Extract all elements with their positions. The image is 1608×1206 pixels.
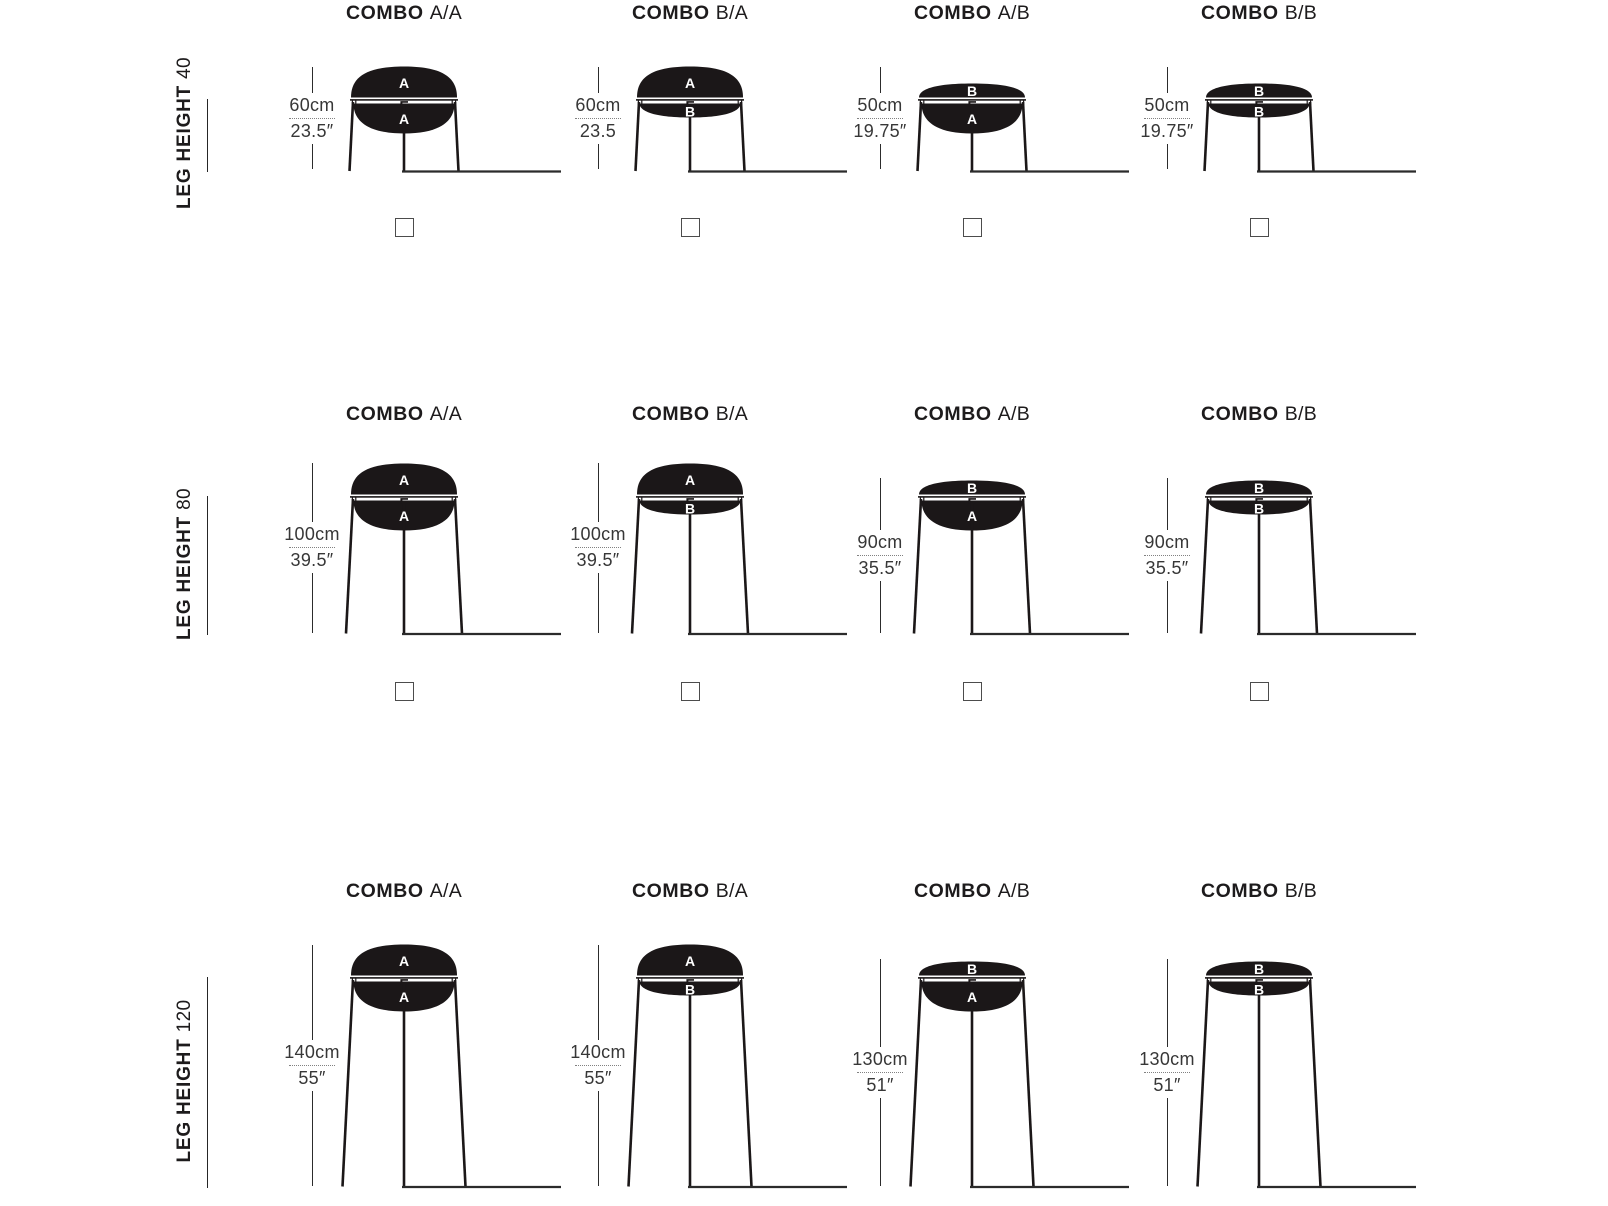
dimension-line-bottom <box>312 144 313 170</box>
combo-title <box>832 2 1112 24</box>
dimension-cm: 130cm <box>1139 1049 1195 1069</box>
combo-title <box>1119 403 1399 425</box>
leg-height-label-120 <box>174 999 196 1162</box>
dimension-separator <box>1144 555 1190 556</box>
leg-height-label-80 <box>174 488 196 640</box>
leg-clamp-tick <box>1210 979 1211 984</box>
dimension-separator <box>289 547 335 548</box>
combo-cell <box>264 878 544 1206</box>
right-leg <box>1023 102 1027 171</box>
dimension-cm: 140cm <box>284 1042 340 1062</box>
leg-clamp-tick <box>1307 497 1308 502</box>
stool-figure <box>620 457 860 637</box>
stool-figure <box>334 457 574 637</box>
combo-title-variant: B/B <box>1284 2 1318 24</box>
dimension-line-top <box>312 945 313 1040</box>
tray-line <box>636 977 744 979</box>
seat-bottom-label: B <box>1253 103 1265 120</box>
combo-title-bold: COMBO <box>1200 403 1279 425</box>
dimension-line-bottom <box>1167 1098 1168 1186</box>
dimension-cm: 100cm <box>284 524 340 545</box>
right-leg <box>1310 102 1314 171</box>
combo-title <box>264 2 544 24</box>
dimension-line-bottom <box>880 1098 881 1186</box>
combo-title-variant: B/B <box>1284 880 1318 902</box>
combo-checkbox[interactable] <box>681 682 700 701</box>
combo-title <box>550 403 830 425</box>
combo-cell <box>550 0 830 262</box>
left-leg <box>346 499 353 634</box>
combo-title-variant: A/A <box>429 403 463 425</box>
seat-bottom-label: B <box>1253 981 1265 998</box>
combo-title-bold: COMBO <box>913 880 992 902</box>
tray-line <box>636 99 744 101</box>
tray-line <box>918 496 1026 498</box>
left-leg <box>918 102 922 171</box>
combo-title-variant: A/B <box>997 2 1031 24</box>
dimension-cm: 140cm <box>570 1042 626 1062</box>
tray-line <box>1205 99 1313 101</box>
combo-title-variant: B/B <box>1284 403 1318 425</box>
dimension-inches: 35.5″ <box>858 557 902 578</box>
combo-checkbox[interactable] <box>1250 218 1269 237</box>
right-leg <box>741 102 745 171</box>
combo-checkbox[interactable] <box>963 682 982 701</box>
combo-title-bold: COMBO <box>913 403 992 425</box>
dimension-separator <box>857 555 903 556</box>
dimension-line-top <box>880 478 881 530</box>
dimension-line-top <box>880 67 881 93</box>
leg-height-reference-line <box>207 99 208 172</box>
combo-title <box>264 880 544 902</box>
dimension-inches: 55″ <box>298 1068 326 1088</box>
combo-cell <box>550 878 830 1206</box>
dimension-line-bottom <box>880 144 881 170</box>
leg-height-label-text: LEG HEIGHT <box>174 1038 195 1163</box>
seat-bottom-label: A <box>966 988 978 1005</box>
dimension-inches: 55″ <box>584 1068 612 1088</box>
seat-top-label: A <box>398 74 410 91</box>
leg-clamp-tick <box>452 100 453 105</box>
dimension-line-top <box>880 959 881 1047</box>
leg-clamp-tick <box>1020 497 1021 502</box>
combo-title <box>550 880 830 902</box>
combo-title-bold: COMBO <box>1200 880 1279 902</box>
combo-cell <box>832 401 1112 711</box>
stool-figure <box>902 457 1142 637</box>
seat-top-label: A <box>398 471 410 488</box>
tray-line <box>918 977 1026 979</box>
dimension-line-bottom <box>880 581 881 633</box>
seat-top-label: B <box>1253 960 1265 977</box>
tray-line <box>636 496 744 498</box>
leg-clamp-tick <box>923 100 924 105</box>
seat-top-label: B <box>966 479 978 496</box>
dimension-inches: 35.5″ <box>1145 557 1189 578</box>
seat-top-label: B <box>966 960 978 977</box>
combo-title <box>832 403 1112 425</box>
leg-height-label-text: LEG HEIGHT <box>174 515 195 641</box>
combo-title-variant: B/A <box>715 2 749 24</box>
dimension-inches: 39.5″ <box>576 550 620 571</box>
seat-bottom-label: A <box>398 507 410 524</box>
seat-top-label: B <box>1253 479 1265 496</box>
dimension-inches: 23.5″ <box>290 120 334 141</box>
combo-cell <box>1119 0 1399 262</box>
right-leg <box>455 102 459 171</box>
combo-title-bold: COMBO <box>1200 2 1279 24</box>
leg-clamp-tick <box>1307 979 1308 984</box>
stool-figure <box>1189 60 1429 175</box>
right-leg <box>1310 499 1317 634</box>
combo-checkbox[interactable] <box>1250 682 1269 701</box>
combo-cell <box>264 401 544 711</box>
leg-height-value: 80 <box>174 487 195 510</box>
dimension-line-top <box>598 945 599 1040</box>
seat-top-label: A <box>684 471 696 488</box>
tray-line <box>350 99 458 101</box>
combo-cell <box>1119 878 1399 1206</box>
stool-figure <box>902 938 1142 1190</box>
stool-figure <box>334 60 574 175</box>
seat-bottom-label: A <box>398 988 410 1005</box>
dimension-separator <box>1144 1072 1190 1073</box>
dimension-line-bottom <box>598 1091 599 1186</box>
left-leg <box>629 980 640 1187</box>
leg-clamp-tick <box>355 497 356 502</box>
seat-top-label: A <box>684 74 696 91</box>
seat-bottom-label: B <box>684 103 696 120</box>
combo-title <box>1119 880 1399 902</box>
right-leg <box>455 980 466 1187</box>
combo-cell <box>832 878 1112 1206</box>
combo-cell <box>264 0 544 262</box>
leg-clamp-tick <box>1210 100 1211 105</box>
combo-title <box>1119 2 1399 24</box>
dimension-line-bottom <box>598 573 599 632</box>
tray-line <box>918 99 1026 101</box>
dimension-separator <box>289 118 335 119</box>
leg-clamp-tick <box>355 979 356 984</box>
dimension-separator <box>575 547 621 548</box>
left-leg <box>1205 102 1209 171</box>
combo-title-variant: A/B <box>997 880 1031 902</box>
stool-figure <box>902 60 1142 175</box>
combo-title-bold: COMBO <box>913 2 992 24</box>
dimension-line-top <box>598 67 599 93</box>
dimension-inches: 39.5″ <box>290 550 334 571</box>
combo-title-variant: A/B <box>997 403 1031 425</box>
leg-clamp-tick <box>355 100 356 105</box>
combo-title <box>832 880 1112 902</box>
right-leg <box>455 499 462 634</box>
dimension-cm: 90cm <box>857 531 903 552</box>
leg-height-label-40 <box>174 57 196 209</box>
left-leg <box>914 499 921 634</box>
combo-title-bold: COMBO <box>345 880 424 902</box>
dimension-inches: 19.75″ <box>1140 120 1194 141</box>
leg-clamp-tick <box>1020 100 1021 105</box>
combo-cell <box>550 401 830 711</box>
dimension-line-bottom <box>598 144 599 170</box>
combo-title-bold: COMBO <box>345 403 424 425</box>
left-leg <box>1201 499 1208 634</box>
tray-line <box>350 977 458 979</box>
dimension-line-bottom <box>312 1091 313 1186</box>
leg-clamp-tick <box>641 100 642 105</box>
dimension-separator <box>857 118 903 119</box>
seat-bottom-label: B <box>684 500 696 517</box>
tray-line <box>1205 977 1313 979</box>
combo-title <box>550 2 830 24</box>
stool-figure <box>1189 457 1429 637</box>
dimension-separator <box>857 1072 903 1073</box>
tray-line <box>350 496 458 498</box>
dimension-line-bottom <box>1167 581 1168 633</box>
seat-top-label: B <box>1253 82 1265 99</box>
combo-checkbox[interactable] <box>963 218 982 237</box>
leg-clamp-tick <box>641 979 642 984</box>
dimension-cm: 100cm <box>570 524 626 545</box>
dimension-cm: 130cm <box>852 1049 908 1069</box>
combo-title <box>264 403 544 425</box>
leg-clamp-tick <box>452 497 453 502</box>
leg-height-value: 40 <box>174 56 195 79</box>
dimension-cm: 50cm <box>1144 94 1190 115</box>
seat-top-label: A <box>398 953 410 969</box>
dimension-line-bottom <box>312 573 313 632</box>
dimension-cm: 60cm <box>289 94 335 115</box>
dimension-separator <box>575 118 621 119</box>
dimension-line-bottom <box>1167 144 1168 170</box>
combo-title-bold: COMBO <box>631 880 710 902</box>
dimension-inches: 51″ <box>1153 1075 1181 1095</box>
seat-bottom-label: B <box>684 981 696 998</box>
seat-bottom-label: A <box>398 110 410 127</box>
seat-top-label: A <box>684 953 696 969</box>
left-leg <box>636 102 640 171</box>
combo-checkbox[interactable] <box>681 218 700 237</box>
left-leg <box>343 980 354 1187</box>
left-leg <box>632 499 639 634</box>
combo-title-bold: COMBO <box>631 2 710 24</box>
leg-clamp-tick <box>1020 979 1021 984</box>
seat-bottom-label: B <box>1253 500 1265 517</box>
dimension-line-top <box>312 67 313 93</box>
combo-title-bold: COMBO <box>631 403 710 425</box>
stool-figure <box>1189 938 1429 1190</box>
dimension-separator <box>575 1065 621 1066</box>
dimension-inches: 19.75″ <box>853 120 907 141</box>
seat-top-label: B <box>966 82 978 99</box>
leg-height-label-text: LEG HEIGHT <box>174 84 195 210</box>
left-leg <box>911 980 922 1187</box>
right-leg <box>1310 980 1321 1187</box>
dimension-cm: 50cm <box>857 94 903 115</box>
leg-clamp-tick <box>452 979 453 984</box>
leg-clamp-tick <box>738 497 739 502</box>
dimension-separator <box>1144 118 1190 119</box>
leg-clamp-tick <box>738 100 739 105</box>
stool-figure <box>620 60 860 175</box>
combo-cell <box>832 0 1112 262</box>
dimension-line-top <box>1167 959 1168 1047</box>
combo-title-variant: B/A <box>715 403 749 425</box>
combo-title-variant: A/A <box>429 880 463 902</box>
combo-cell <box>1119 401 1399 711</box>
right-leg <box>741 980 752 1187</box>
stool-figure <box>620 938 860 1190</box>
leg-clamp-tick <box>923 497 924 502</box>
combo-checkbox[interactable] <box>395 218 414 237</box>
dimension-line-top <box>598 463 599 522</box>
combo-title-variant: B/A <box>715 880 749 902</box>
combo-title-bold: COMBO <box>345 2 424 24</box>
combo-checkbox[interactable] <box>395 682 414 701</box>
dimension-separator <box>289 1065 335 1066</box>
leg-height-reference-line <box>207 977 208 1188</box>
seat-bottom-label: A <box>966 110 978 127</box>
seat-bottom-label: A <box>966 507 978 524</box>
leg-clamp-tick <box>923 979 924 984</box>
dimension-inches: 51″ <box>866 1075 894 1095</box>
right-leg <box>741 499 748 634</box>
combo-title-variant: A/A <box>429 2 463 24</box>
right-leg <box>1023 980 1034 1187</box>
leg-height-reference-line <box>207 496 208 635</box>
dimension-cm: 60cm <box>575 94 621 115</box>
leg-height-value: 120 <box>174 999 195 1033</box>
leg-clamp-tick <box>641 497 642 502</box>
left-leg <box>350 102 354 171</box>
leg-clamp-tick <box>1307 100 1308 105</box>
dimension-cm: 90cm <box>1144 531 1190 552</box>
right-leg <box>1023 499 1030 634</box>
tray-line <box>1205 496 1313 498</box>
dimension-line-top <box>1167 67 1168 93</box>
dimension-line-top <box>312 463 313 522</box>
leg-clamp-tick <box>1210 497 1211 502</box>
leg-clamp-tick <box>738 979 739 984</box>
dimension-line-top <box>1167 478 1168 530</box>
left-leg <box>1198 980 1209 1187</box>
dimension-inches: 23.5 <box>579 120 617 141</box>
stool-figure <box>334 938 574 1190</box>
